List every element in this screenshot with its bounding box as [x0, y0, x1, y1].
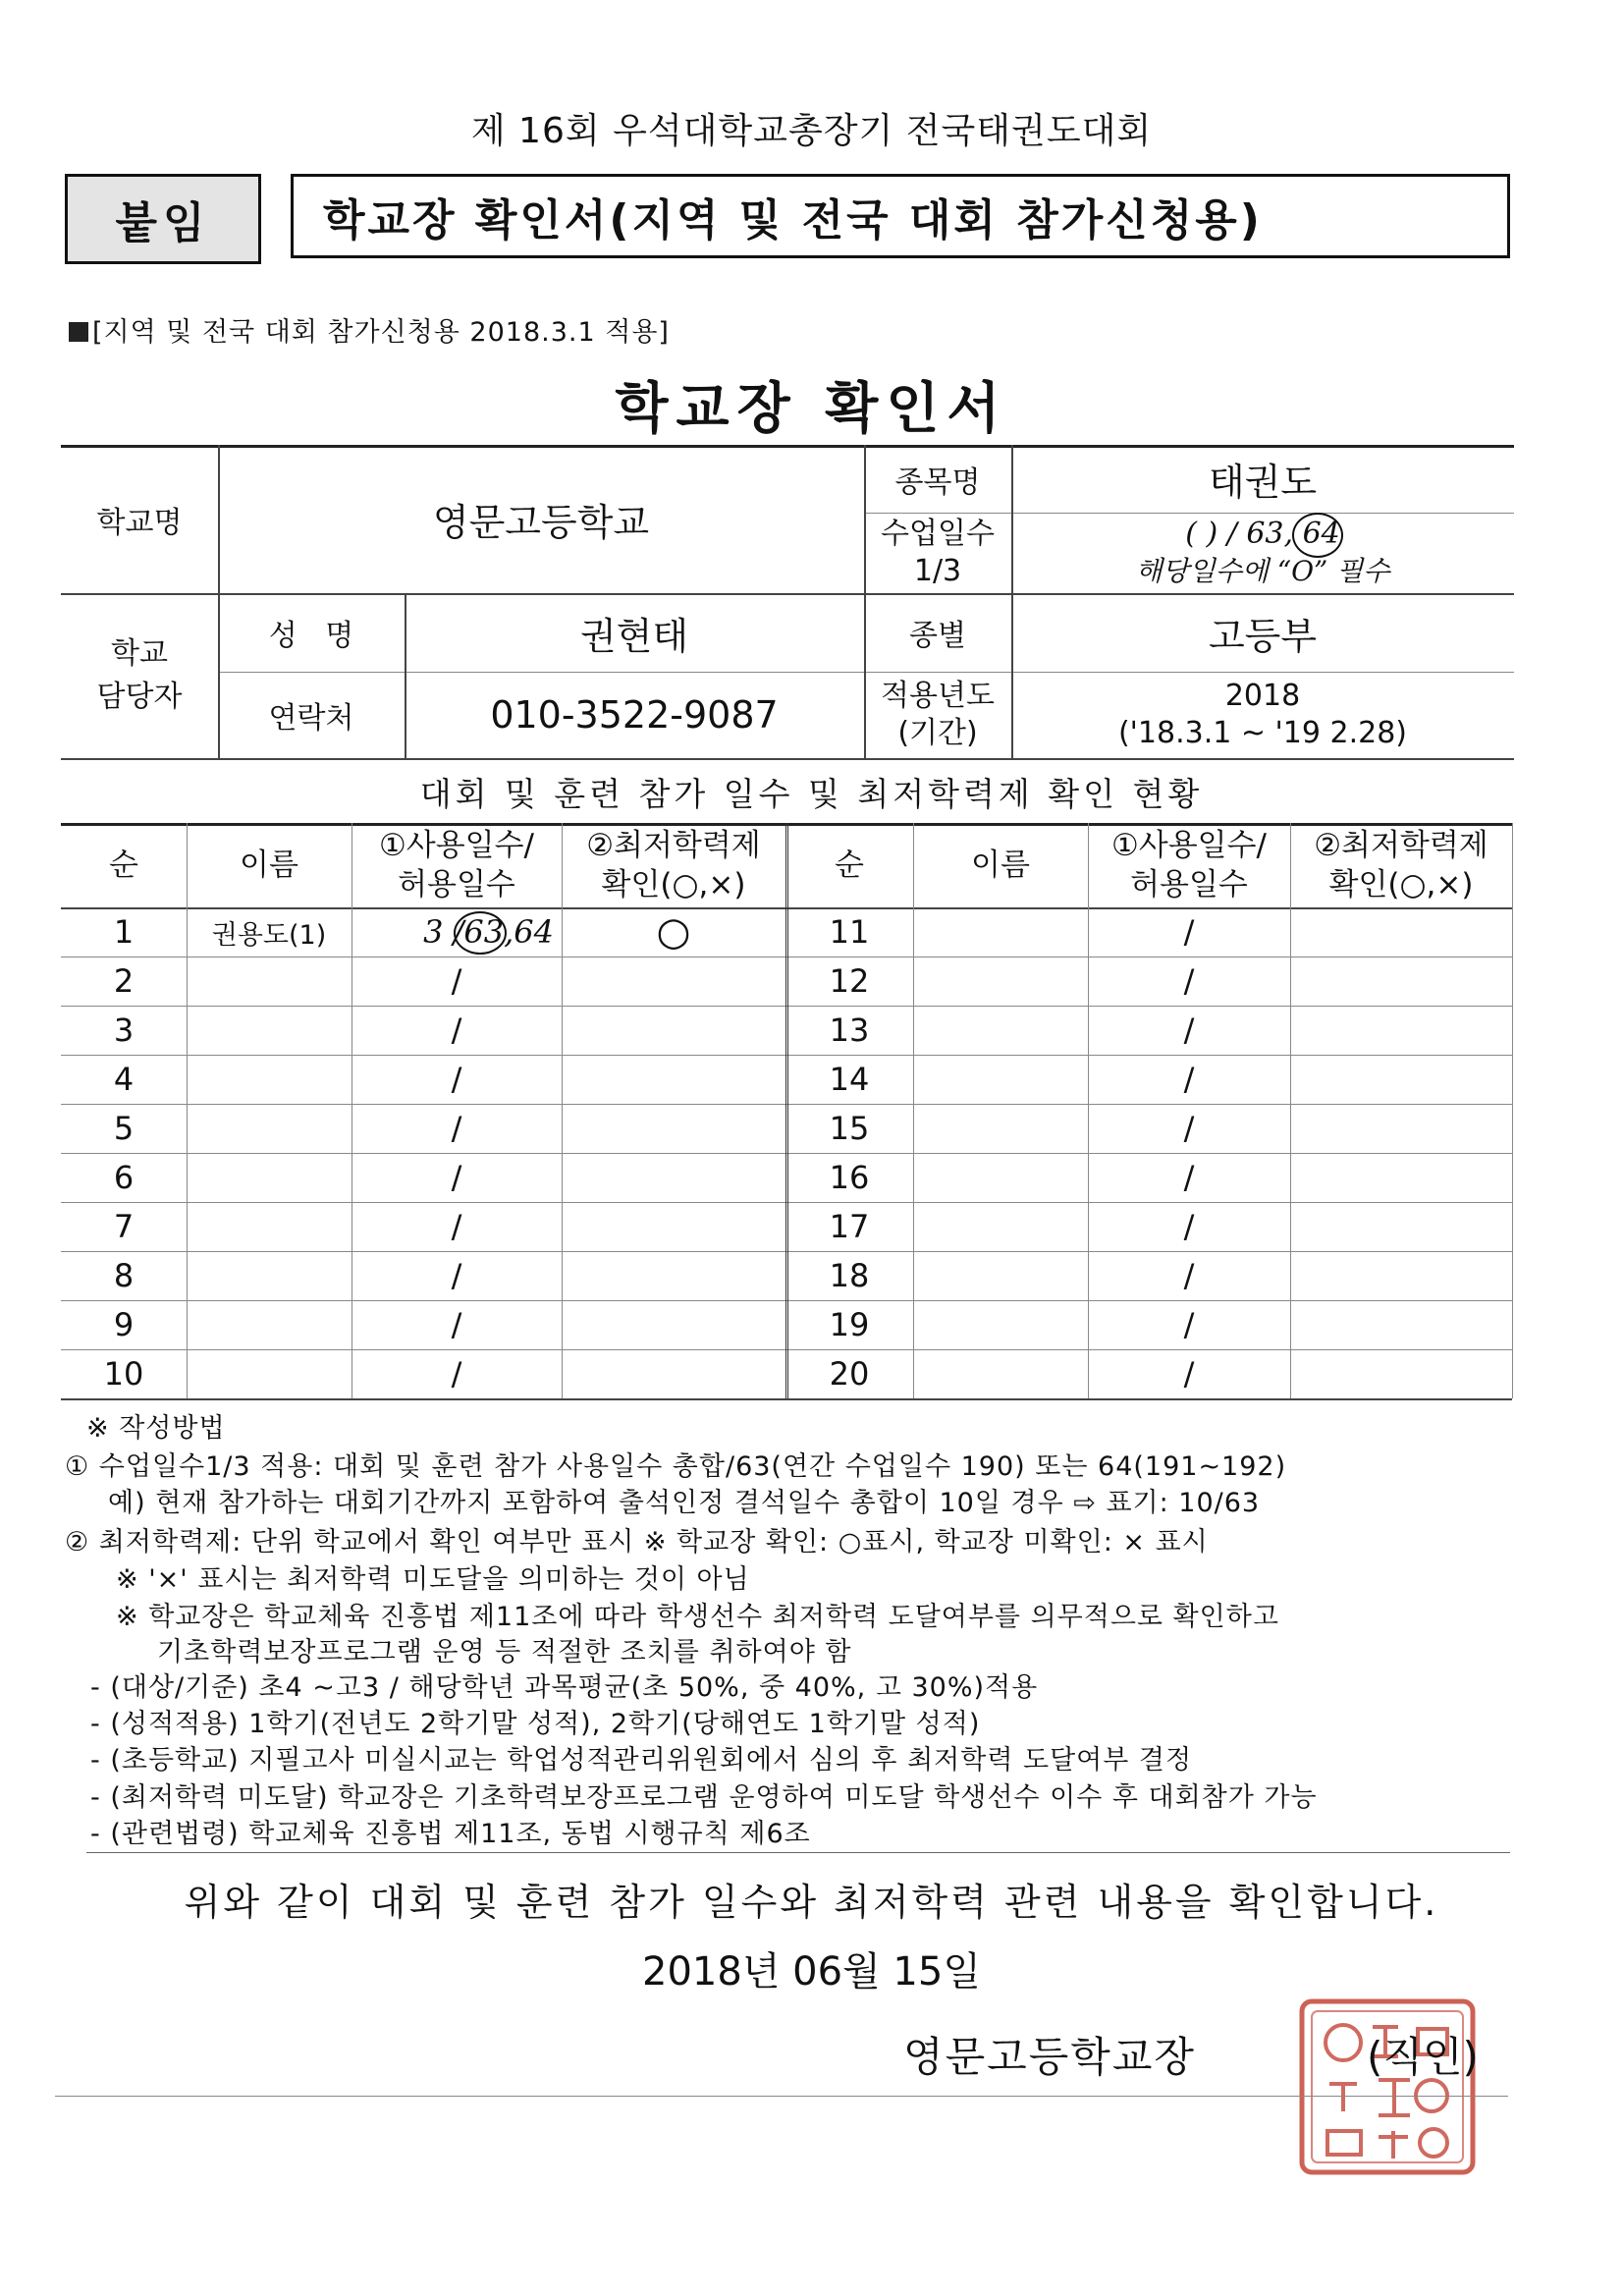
class-days-note: 해당일수에 “O” 필수 — [1135, 555, 1390, 587]
manager-label-line2: 담당자 — [96, 680, 183, 714]
division-label: 종별 — [909, 619, 966, 653]
note-line: 예) 현재 참가하는 대회기간까지 포함하여 출석인정 결석일수 총합이 10일 경우 ⇨ 표기: 10/63 — [108, 1488, 1261, 1518]
row-days: / — [451, 962, 462, 1000]
row-check — [562, 1300, 785, 1349]
row-days: / — [1183, 1011, 1195, 1049]
participation-title: 대회 및 훈련 참가 일수 및 최저학력제 확인 현황 — [419, 775, 1204, 813]
bottom-rule — [55, 2096, 1508, 2097]
contact-value: 010-3522-9087 — [490, 693, 779, 737]
row-no: 2 — [113, 962, 135, 1000]
manager-label-line1: 학교 — [111, 636, 168, 671]
note-line: - (대상/기준) 초4 ~고3 / 해당학년 과목평균(초 50%, 중 40%, 고 30%)적용 — [90, 1672, 1039, 1703]
row-name — [187, 1104, 352, 1153]
header-check-text: 확인(○,×) — [1328, 867, 1474, 902]
row-name — [913, 1349, 1088, 1398]
row-days: / — [451, 1355, 462, 1393]
row-days: / — [451, 1061, 462, 1098]
row-check — [1290, 1202, 1512, 1251]
row-days: / — [451, 1306, 462, 1343]
row-name — [913, 957, 1088, 1006]
row-no: 11 — [829, 913, 870, 951]
confirmation-sentence: 위와 같이 대회 및 훈련 참가 일수와 최저학력 관련 내용을 확인합니다. — [184, 1881, 1439, 1924]
class-days-label — [864, 513, 1011, 593]
row-name — [913, 1202, 1088, 1251]
note-line: - (최저학력 미도달) 학교장은 기초학력보장프로그램 운영하여 미도달 학생선수 이수 후 대회참가 가능 — [90, 1782, 1318, 1813]
row-days: 3 /63,64 — [423, 913, 554, 951]
row-name — [187, 1202, 352, 1251]
row-no: 12 — [829, 962, 870, 1000]
row-days: / — [1183, 962, 1195, 1000]
seal-label: (직인) — [1367, 2033, 1479, 2081]
official-seal — [1294, 1994, 1481, 2180]
row-days: / — [451, 1011, 462, 1049]
row-check — [1290, 957, 1512, 1006]
note-line: ※ '×' 표시는 최저학력 미도달을 의미하는 것이 아님 — [116, 1564, 750, 1595]
note-line: - (관련법령) 학교체육 진흥법 제11조, 동법 시행규칙 제6조 — [90, 1819, 811, 1849]
row-no: 1 — [113, 913, 135, 951]
divider — [86, 1852, 1510, 1853]
header-no-text: 순 — [835, 847, 864, 883]
year-label-line2: (기간) — [897, 716, 978, 750]
header-no-right — [785, 823, 913, 907]
row-check — [1290, 1251, 1512, 1300]
principal-signature: 영문고등학교장 — [903, 2033, 1197, 2081]
row-no: 5 — [113, 1110, 135, 1147]
notes-heading: ※ 작성방법 — [86, 1413, 226, 1444]
row-days: / — [1183, 1110, 1195, 1147]
square-bullet-icon — [69, 322, 88, 342]
row-check — [1290, 907, 1512, 957]
row-no: 7 — [113, 1208, 135, 1245]
row-no: 3 — [113, 1011, 135, 1049]
issue-date: 2018년 06월 15일 — [642, 1949, 981, 1995]
header-no-text: 순 — [109, 847, 138, 883]
table-rule — [1512, 823, 1513, 1398]
class-days-label-line1: 수업일수 — [881, 517, 995, 551]
row-check: ○ — [656, 909, 691, 955]
header-name-text: 이름 — [971, 847, 1030, 883]
row-days: / — [451, 1110, 462, 1147]
attachment-label: 붙임 — [65, 174, 261, 264]
row-name — [187, 1349, 352, 1398]
row-check — [562, 1349, 785, 1398]
row-check — [1290, 1153, 1512, 1202]
row-check — [562, 1202, 785, 1251]
header-check-text: 확인(○,×) — [601, 867, 746, 902]
row-days: / — [1183, 1208, 1195, 1245]
row-check — [562, 1153, 785, 1202]
row-days: / — [1183, 1061, 1195, 1098]
row-no: 13 — [829, 1011, 870, 1049]
row-check — [1290, 1300, 1512, 1349]
year-label-line1: 적용년도 — [881, 679, 995, 713]
row-name — [187, 957, 352, 1006]
sport-label: 종목명 — [894, 465, 981, 500]
note-line: - (초등학교) 지필고사 미실시교는 학업성적관리위원회에서 심의 후 최저학력 도달여부 결정 — [90, 1745, 1193, 1776]
row-days: / — [451, 1208, 462, 1245]
row-name — [913, 1006, 1088, 1055]
class-days-value — [1011, 513, 1514, 593]
row-no: 18 — [829, 1257, 870, 1294]
year-value-period: ('18.3.1 ~ '19 2.28) — [1117, 716, 1408, 750]
row-no: 6 — [113, 1159, 135, 1196]
row-no: 10 — [103, 1355, 144, 1393]
row-no: 9 — [113, 1306, 135, 1343]
row-check — [562, 1055, 785, 1104]
header-name-right — [913, 823, 1088, 907]
circle-mark-icon — [454, 911, 507, 955]
row-name — [913, 1055, 1088, 1104]
row-name — [187, 1251, 352, 1300]
row-name — [913, 907, 1088, 957]
row-no: 19 — [829, 1306, 870, 1343]
usage-note-text: [지역 및 전국 대회 참가신청용 2018.3.1 적용] — [92, 317, 670, 348]
header-days-text: 허용일수 — [1130, 867, 1248, 902]
note-line: ※ 학교장은 학교체육 진흥법 제11조에 따라 학생선수 최저학력 도달여부를 의무적으로 확인하고 — [116, 1602, 1279, 1632]
row-no: 16 — [829, 1159, 870, 1196]
row-check — [1290, 1104, 1512, 1153]
person-name: 권현태 — [579, 614, 689, 658]
row-days: / — [1183, 1355, 1195, 1393]
row-name — [187, 1153, 352, 1202]
row-name — [913, 1300, 1088, 1349]
school-name-label: 학교명 — [96, 505, 183, 540]
header-check-left — [562, 823, 785, 907]
row-no: 14 — [829, 1061, 870, 1098]
header-days-left — [352, 823, 562, 907]
row-name: 권용도(1) — [211, 919, 327, 951]
row-name — [913, 1104, 1088, 1153]
table-rule — [61, 758, 1514, 760]
header-title: 학교장 확인서(지역 및 전국 대회 참가신청용) — [291, 174, 1510, 258]
note-line: - (성적적용) 1학기(전년도 2학기말 성적), 2학기(당해연도 1학기말 성적) — [90, 1709, 981, 1739]
header-days-text: ①사용일수/ — [378, 828, 535, 863]
usage-note — [69, 310, 670, 349]
row-no: 15 — [829, 1110, 870, 1147]
row-no: 4 — [113, 1061, 135, 1098]
header-days-text: 허용일수 — [398, 867, 515, 902]
note-line: ① 수업일수1/3 적용: 대회 및 훈련 참가 사용일수 총합/63(연간 수업일수 190) 또는 64(191~192) — [65, 1451, 1287, 1482]
header-check-text: ②최저학력제 — [1314, 828, 1488, 863]
row-no: 17 — [829, 1208, 870, 1245]
note-line: ② 최저학력제: 단위 학교에서 확인 여부만 표시 ※ 학교장 확인: ○표시, 학교장 미확인: × 표시 — [65, 1527, 1209, 1558]
table-rule — [61, 1398, 1512, 1400]
row-days: / — [1183, 1257, 1195, 1294]
row-name — [187, 1055, 352, 1104]
division-value: 고등부 — [1208, 614, 1318, 658]
note-line: 기초학력보장프로그램 운영 등 적절한 조치를 취하여야 함 — [157, 1637, 852, 1667]
row-name — [187, 1300, 352, 1349]
person-name-label: 성 명 — [268, 619, 354, 653]
manager-label — [61, 593, 218, 758]
header-check-right — [1290, 823, 1512, 907]
row-check — [1290, 1055, 1512, 1104]
row-days: / — [1183, 913, 1195, 951]
header-name-text: 이름 — [240, 847, 298, 883]
row-name — [187, 1006, 352, 1055]
header-check-text: ②최저학력제 — [586, 828, 761, 863]
year-label — [864, 672, 1011, 758]
sport-value: 태권도 — [1208, 461, 1318, 504]
contact-label: 연락처 — [268, 701, 354, 736]
row-days: / — [1183, 1159, 1195, 1196]
event-title: 제 16회 우석대학교총장기 전국태권도대회 — [470, 111, 1153, 151]
row-check — [562, 1104, 785, 1153]
row-days: / — [1183, 1306, 1195, 1343]
row-name — [913, 1153, 1088, 1202]
row-days: / — [451, 1159, 462, 1196]
row-check — [1290, 1006, 1512, 1055]
row-check — [562, 957, 785, 1006]
year-value-year: 2018 — [1224, 679, 1301, 713]
header-days-text: ①사용일수/ — [1110, 828, 1268, 863]
class-days-count: ( ) / 63, 64 — [1185, 517, 1340, 551]
school-name: 영문고등학교 — [432, 501, 650, 544]
circle-mark-icon — [1292, 513, 1343, 558]
header-name-left — [187, 823, 352, 907]
header-no-left — [61, 823, 187, 907]
row-check — [562, 1006, 785, 1055]
row-check — [1290, 1349, 1512, 1398]
row-name — [913, 1251, 1088, 1300]
document-title: 학교장 확인서 — [615, 377, 1008, 441]
year-value — [1011, 672, 1514, 758]
class-days-label-line2: 1/3 — [913, 554, 962, 588]
row-days: / — [451, 1257, 462, 1294]
header-days-right — [1088, 823, 1290, 907]
row-no: 20 — [829, 1355, 870, 1393]
row-no: 8 — [113, 1257, 135, 1294]
row-check — [562, 1251, 785, 1300]
